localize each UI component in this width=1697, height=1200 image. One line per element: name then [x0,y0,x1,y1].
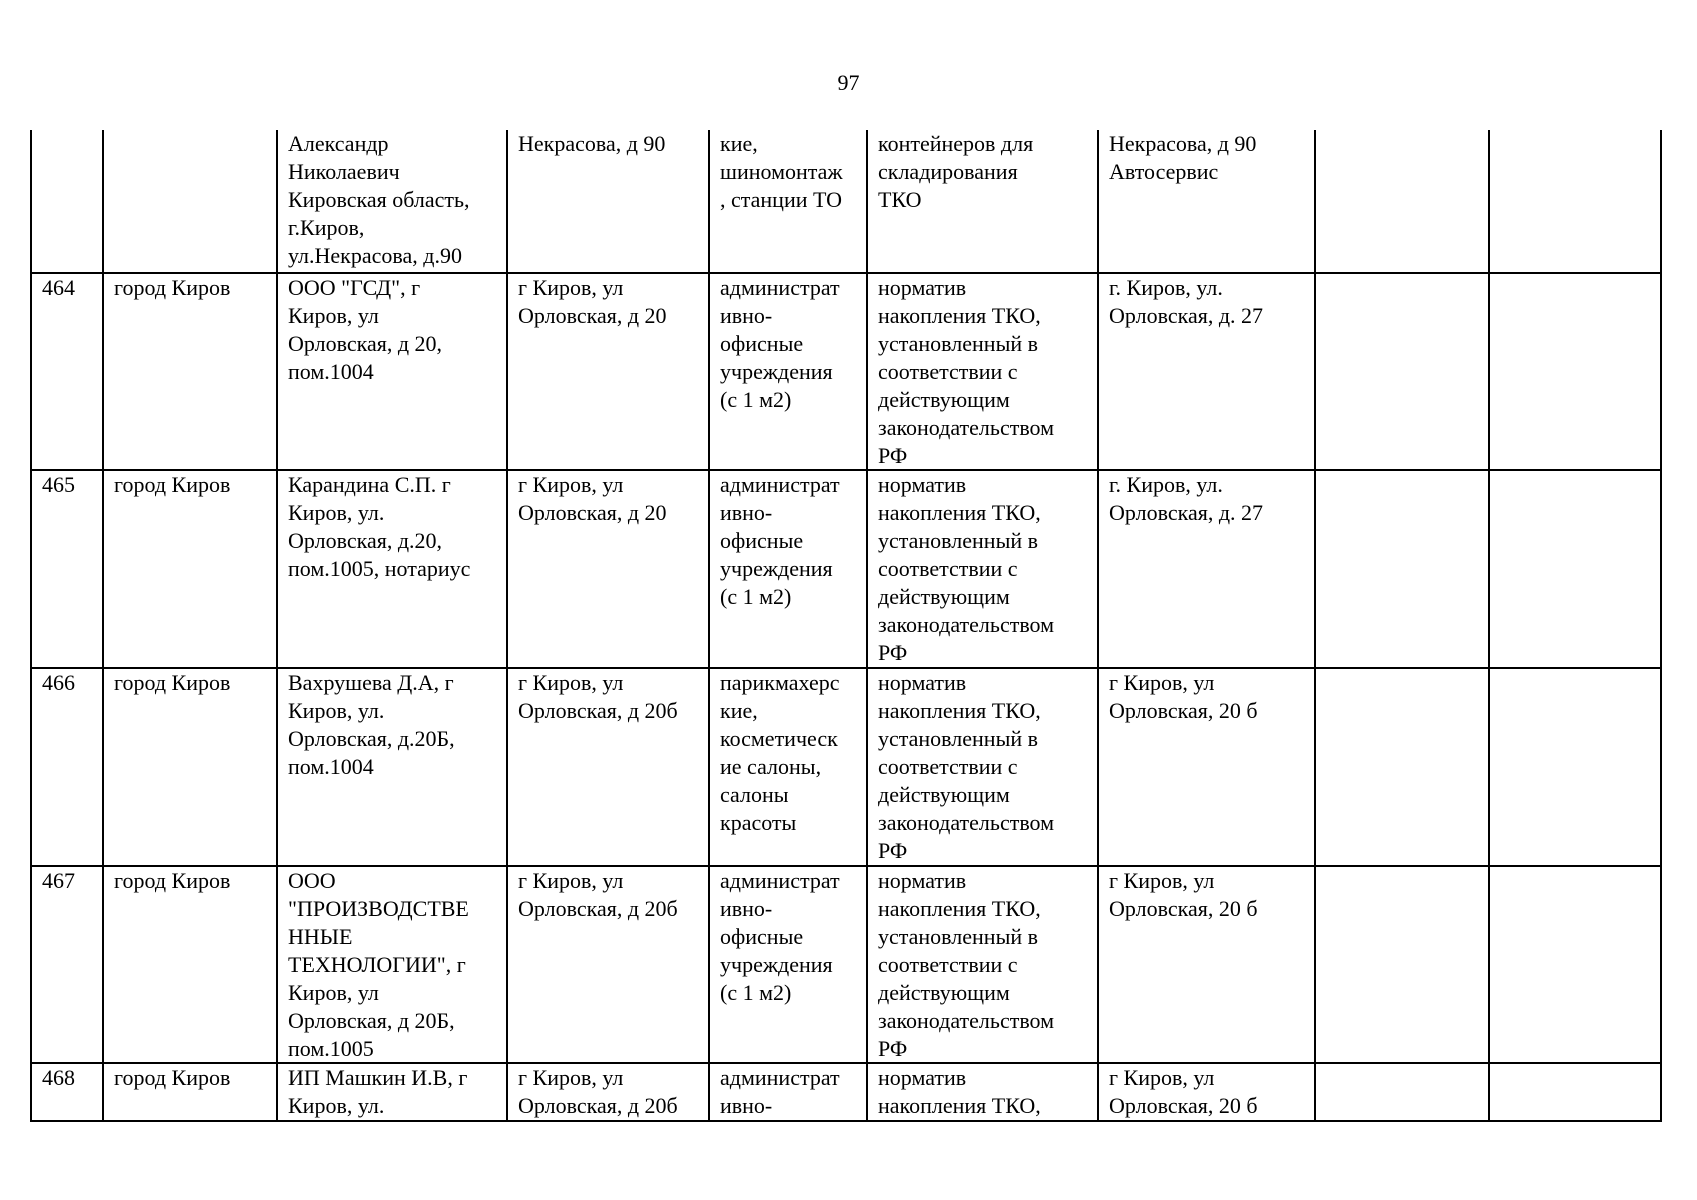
cell-extra-col-2 [1488,1062,1662,1122]
cell-text: Некрасова, д 90 Автосервис [1109,131,1257,184]
registry-table [30,130,1660,1120]
cell-text: г Киров, ул Орловская, д 20 [518,275,667,328]
cell-extra-col-1 [1314,865,1490,1064]
cell-text: 468 [42,1065,75,1090]
cell-text: парикмахерс кие, косметическ ие салоны, салоны красоты [720,670,840,835]
cell-category [708,1062,868,1122]
cell-text: г Киров, ул Орловская, 20 б [1109,868,1258,921]
cell-text: 466 [42,670,75,695]
cell-standard [866,469,1099,669]
cell-text: администрат ивно- офисные учреждения (с 1 м2) [720,472,840,609]
cell-text: город Киров [114,472,231,497]
cell-row-number [30,1062,104,1122]
cell-text: г Киров, ул Орловская, 20 б [1109,670,1258,723]
cell-text: г. Киров, ул. Орловская, д. 27 [1109,275,1264,328]
cell-text: город Киров [114,868,231,893]
cell-text: норматив накопления ТКО, установленный в соответствии с действующим законодательством РФ [878,275,1055,468]
cell-row-number [30,469,104,669]
cell-text: норматив накопления ТКО, установленный в соответствии с действующим законодательством РФ [878,868,1055,1061]
cell-text: Александр Николаевич Кировская область, г.Киров, ул.Некрасова, д.90 [288,131,470,268]
cell-site-address [1097,272,1316,471]
cell-text: администрат ивно- офисные учреждения (с 1 м2) [720,868,840,1005]
cell-text: ООО "ПРОИЗВОДСТВЕ ННЫЕ ТЕХНОЛОГИИ", г Киров, ул Орловская, д 20Б, пом.1005 [288,868,469,1061]
cell-settlement [102,1062,278,1122]
cell-text: 464 [42,275,75,300]
cell-row-number [30,667,104,867]
cell-standard [866,272,1099,471]
cell-settlement [102,667,278,867]
cell-text: г. Киров, ул. Орловская, д. 27 [1109,472,1264,525]
cell-organization [276,1062,508,1122]
cell-text: 467 [42,868,75,893]
cell-text: контейнеров для складирования ТКО [878,131,1034,212]
cell-category [708,272,868,471]
cell-extra-col-2 [1488,130,1662,274]
cell-text: г Киров, ул Орловская, 20 б [1109,1065,1258,1118]
cell-organization [276,865,508,1064]
cell-text: г Киров, ул Орловская, д 20 [518,472,667,525]
cell-text: Вахрушева Д.А, г Киров, ул. Орловская, д.20Б, пом.1004 [288,670,455,779]
cell-category [708,667,868,867]
cell-site-address [1097,469,1316,669]
cell-text: администрат ивно- офисные учреждения (с 1 м2) [720,275,840,412]
cell-text: администрат ивно- [720,1065,840,1118]
cell-text: норматив накопления ТКО, установленный в соответствии с действующим законодательством РФ [878,472,1055,665]
cell-extra-col-1 [1314,469,1490,669]
cell-site-address [1097,667,1316,867]
cell-category [708,469,868,669]
cell-site-address [1097,865,1316,1064]
cell-address [506,272,710,471]
cell-extra-col-2 [1488,865,1662,1064]
cell-standard [866,1062,1099,1122]
page-number: 97 [837,70,860,95]
cell-row-number [30,865,104,1064]
cell-text: Некрасова, д 90 [518,131,666,156]
cell-organization [276,469,508,669]
cell-extra-col-1 [1314,130,1490,274]
cell-organization [276,667,508,867]
cell-address [506,667,710,867]
cell-settlement [102,469,278,669]
cell-row-number [30,130,104,274]
cell-address [506,130,710,274]
cell-standard [866,865,1099,1064]
cell-text: г Киров, ул Орловская, д 20б [518,868,678,921]
cell-row-number [30,272,104,471]
cell-category [708,130,868,274]
cell-settlement [102,865,278,1064]
cell-text: Карандина С.П. г Киров, ул. Орловская, д.20, пом.1005, нотариус [288,472,471,581]
cell-text: город Киров [114,1065,231,1090]
cell-text: ООО "ГСД", г Киров, ул Орловская, д 20, пом.1004 [288,275,443,384]
cell-address [506,1062,710,1122]
cell-text: ИП Машкин И.В, г Киров, ул. [288,1065,468,1118]
cell-extra-col-2 [1488,469,1662,669]
cell-standard [866,667,1099,867]
cell-category [708,865,868,1064]
cell-organization [276,272,508,471]
cell-site-address [1097,130,1316,274]
cell-settlement [102,130,278,274]
cell-extra-col-2 [1488,667,1662,867]
cell-standard [866,130,1099,274]
cell-text: город Киров [114,275,231,300]
cell-address [506,469,710,669]
cell-text: кие, шиномонтаж , станции ТО [720,131,843,212]
cell-text: норматив накопления ТКО, установленный в соответствии с действующим законодательством РФ [878,670,1055,863]
cell-text: г Киров, ул Орловская, д 20б [518,1065,678,1118]
cell-address [506,865,710,1064]
cell-text: г Киров, ул Орловская, д 20б [518,670,678,723]
cell-extra-col-1 [1314,667,1490,867]
cell-settlement [102,272,278,471]
cell-text: 465 [42,472,75,497]
cell-organization [276,130,508,274]
cell-text: норматив накопления ТКО, [878,1065,1041,1118]
cell-site-address [1097,1062,1316,1122]
cell-extra-col-1 [1314,272,1490,471]
cell-extra-col-2 [1488,272,1662,471]
cell-text: город Киров [114,670,231,695]
cell-extra-col-1 [1314,1062,1490,1122]
